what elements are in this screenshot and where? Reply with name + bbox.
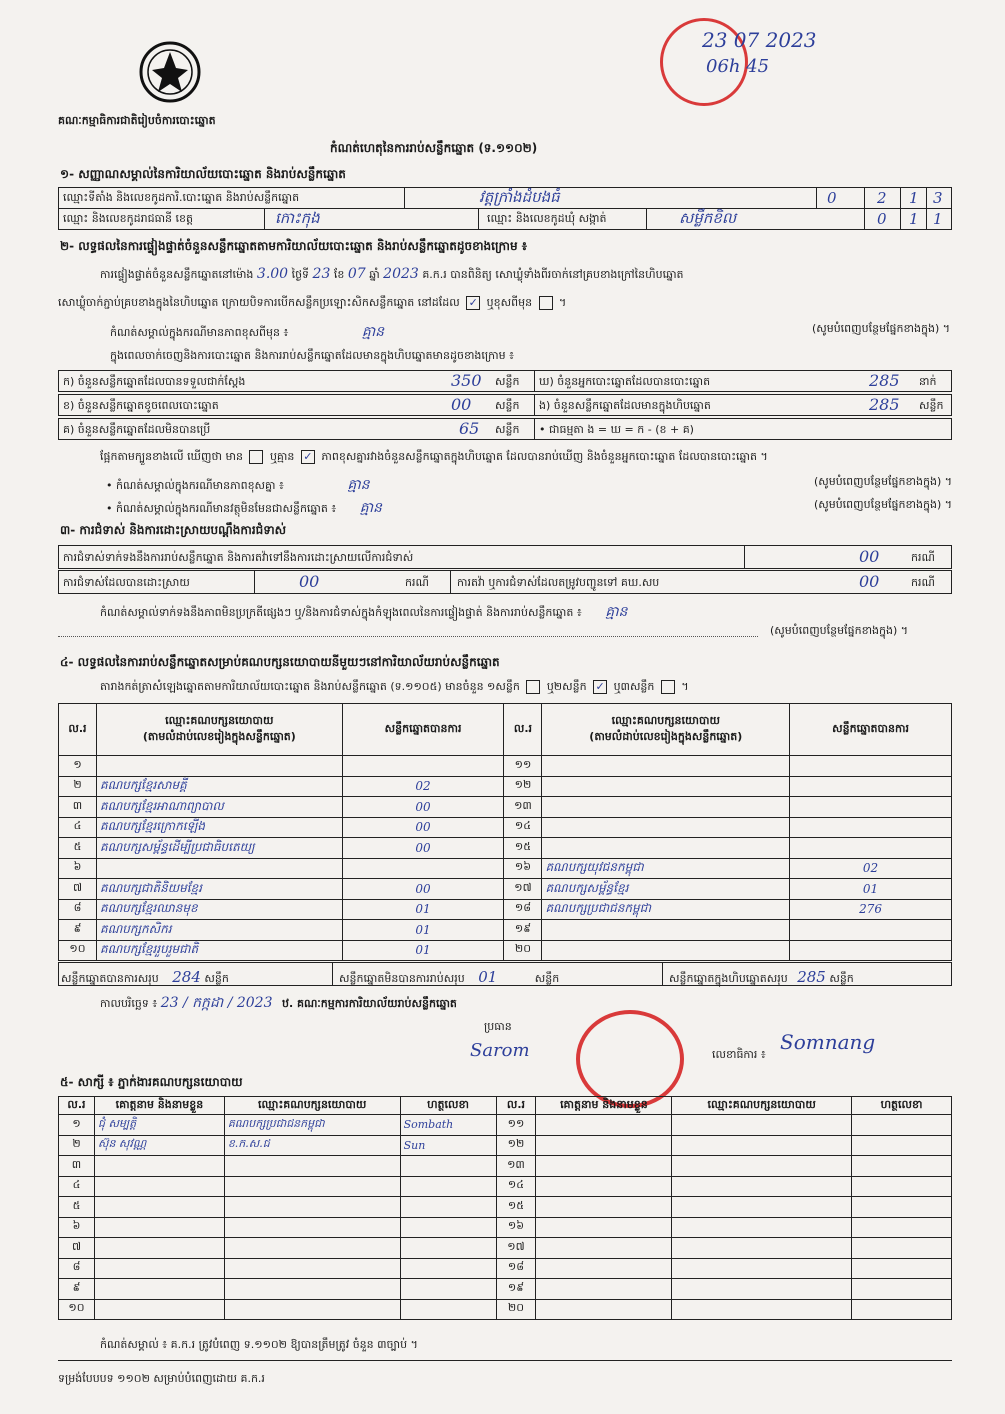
witness-party xyxy=(224,1217,400,1238)
difference-note: កំណត់សម្គាល់ក្នុងករណីមានភាពខុសពីមុន ៖ គ្មាន (សូមបំពេញបន្ថែមផ្នែកខាងក្នុង) ។ xyxy=(110,322,950,340)
party-name xyxy=(542,838,790,859)
irregularities-line xyxy=(58,624,758,637)
party-name: គណបក្សខ្មែរអាណាព្យាបាល xyxy=(96,797,342,818)
received-ballots: 350 xyxy=(451,371,482,390)
witness-party xyxy=(224,1279,400,1300)
unused-ballots: 65 xyxy=(459,419,480,438)
witness-name xyxy=(94,1217,224,1238)
witness-table: ល.រ គោត្តនាម និងនាមខ្លួន ឈ្មោះគណបក្សនយោបាយ ហត្ថលេខា ល.រ គោត្តនាម និងនាមខ្លួន ឈ្មោះគណបក្សនយោបាយ ហត្ថលេខា ១ ជុំ សម្បត្តិ គណបក្សប្រជាជនកម្ពុជា Sombath ១១ ២ ស៊ុន សុវណ្ណ ខ.ក.ស.ជ Sun ១២ ៣ ១៣ ៤ ១៤ ៥ ១៥ ៦ ១៦ ៧ ១៧ ៨ ១៨ ៩ ១៩ ១០ ២០ xyxy=(58,1096,952,1320)
row-number: ១៩ xyxy=(504,920,542,941)
footer-text: ទម្រង់បែបបទ ១១០២ សម្រាប់បំពេញដោយ គ.ក.រ xyxy=(58,1372,265,1385)
party-name: គណបក្សយុវជនកម្ពុជា xyxy=(542,858,790,879)
witness-name xyxy=(536,1115,672,1136)
party-name xyxy=(542,776,790,797)
counts-intro: ក្នុងពេលចាក់ចេញនិងការបោះឆ្នោត និងការរាប់សន្លឹកឆ្នោតដែលមានក្នុងហិបឆ្នោតមានដូចខាងក្រោម ៖ xyxy=(110,349,514,362)
witness-party xyxy=(224,1258,400,1279)
witness-signature xyxy=(852,1258,952,1279)
table-row xyxy=(59,756,952,777)
party-name xyxy=(542,797,790,818)
row-number: ៤ xyxy=(59,817,97,838)
row-number: ១១ xyxy=(496,1115,536,1136)
station-code-2: 1 xyxy=(909,189,919,207)
party-name: គណបក្សប្រជាជនកម្ពុជា xyxy=(542,899,790,920)
row-number: ៦ xyxy=(59,858,97,879)
table-row xyxy=(59,838,952,859)
witness-party xyxy=(224,1176,400,1197)
witness-signature: Sombath xyxy=(400,1115,496,1136)
section1-row2-label-b: ឈ្មោះ និងលេខកូដឃុំ សង្កាត់ xyxy=(487,212,607,225)
voters-count: 285 xyxy=(869,371,900,390)
party-name xyxy=(542,940,790,961)
two-sheets-checkbox[interactable]: ✓ xyxy=(593,680,607,694)
verification-day: 23 xyxy=(312,266,331,282)
one-sheet-checkbox[interactable] xyxy=(526,680,540,694)
party-votes xyxy=(790,940,952,961)
station-code-3: 3 xyxy=(933,189,943,207)
row-number: ១៥ xyxy=(504,838,542,859)
witness-party: គណបក្សប្រជាជនកម្ពុជា xyxy=(224,1115,400,1136)
office-seal xyxy=(576,1010,684,1108)
total-in-box: 285 xyxy=(797,968,826,986)
no-difference-checkbox[interactable]: ✓ xyxy=(301,450,315,464)
complaints-row2: ការជំទាស់ដែលបានដោះស្រាយ 00 ករណី ការតវ៉ា ឬការជំទាស់ដែលតម្រូវបញ្ជូនទៅ គឃ.សប 00 ករណី xyxy=(58,570,952,594)
forwarded-count: 00 xyxy=(859,572,880,591)
row-number: ១៤ xyxy=(504,817,542,838)
witness-party xyxy=(224,1197,400,1218)
witness-signature xyxy=(400,1156,496,1177)
row-number: ៧ xyxy=(59,1238,95,1259)
footnote: កំណត់សម្គាល់ ៖ គ.ក.រ ត្រូវបំពេញ ទ.១១០២ ឱ្យបានត្រឹមត្រូវ ចំនួន ៣ច្បាប់ ។ xyxy=(100,1338,418,1351)
chair-signature: Sarom xyxy=(470,1040,530,1061)
witness-name xyxy=(536,1197,672,1218)
row-number: ២ xyxy=(59,776,97,797)
witness-party xyxy=(224,1156,400,1177)
results-table: ល.រ ឈ្មោះគណបក្សនយោបាយ (តាមលំដាប់លេខរៀងក្នុងសន្លឹកឆ្នោត) សន្លឹកឆ្នោតបានការ ល.រ ឈ្មោះគណបក្សនយោបាយ (តាមលំដាប់លេខរៀងក្នុងសន្លឹកឆ្នោត) សន្លឹកឆ្នោតបានការ ១ ១១ ២ គណបក្សខ្មែរសាមគ្គី 02 ១២ ៣ គណបក្សខ្មែរអាណាព្យាបាល 00 ១៣ ៤ គណបក្សខ្មែរក្រោកឡើង 00 ១៤ ៥ គណបក្សសម្ព័ន្ធដើម្បីប្រជាធិបតេយ្យ 00 ១៥ ៦ ១៦ គណបក្សយុវជនកម្ពុជា 02 ៧ គណបក្សជាតិនិយមខ្មែរ 00 ១៧ គណបក្សសម្ព័ន្ធខ្មែរ 01 ៨ គណបក្សខ្មែរឈានមុខ 01 ១៨ គណបក្សប្រជាជនកម្ពុជា 276 ៩ គណបក្សកសិករ 01 ១៩ ១០ គណបក្សខ្មែររួបរួមជាតិ 01 ២០ xyxy=(58,703,952,961)
witness-party xyxy=(672,1217,852,1238)
verification-month: 07 xyxy=(347,266,366,282)
witness-party xyxy=(224,1238,400,1259)
party-votes xyxy=(342,756,504,777)
party-votes: 01 xyxy=(342,920,504,941)
witness-signature xyxy=(852,1299,952,1320)
commune-code-0: 0 xyxy=(877,210,887,228)
counts-row-ka: ក) ចំនួនសន្លឹកឆ្នោតដែលបានទទួលជាក់ស្តែង 350 សន្លឹក ឃ) ចំនួនអ្នកបោះឆ្នោតដែលបានបោះឆ្នោត 285 នាក់ xyxy=(58,370,952,392)
table-row xyxy=(59,797,952,818)
witness-signature xyxy=(400,1258,496,1279)
section4-title: ៤- លទ្ធផលនៃការរាប់សន្លឹកឆ្នោតសម្រាប់គណបក្សនយោបាយនីមួយៗនៅការិយាល័យរាប់សន្លឹកឆ្នោត xyxy=(60,655,500,669)
party-name: គណបក្សខ្មែរឈានមុខ xyxy=(96,899,342,920)
section2-title: ២- លទ្ធផលនៃការផ្ទៀងផ្ទាត់ចំនួនសន្លឹកឆ្នោតតាមការិយាល័យបោះឆ្នោត និងរាប់សន្លឹកឆ្នោតដូចខាងក្រោម ៖ xyxy=(60,239,528,253)
row-number: ៨ xyxy=(59,899,97,920)
ballots-in-box: 285 xyxy=(869,395,900,414)
tally-sheets-line: តារាងកត់ត្រាសំឡេងឆ្នោតតាមការិយាល័យបោះឆ្នោត និងរាប់សន្លឹកឆ្នោត (ទ.១១០៥) មានចំនួន ១សន្លឹក ឬ២សន្លឹក ✓ ឬ៣សន្លឹក ។ xyxy=(100,680,689,693)
party-votes: 276 xyxy=(790,899,952,920)
verification-year: 2023 xyxy=(383,266,419,282)
witness-party xyxy=(672,1299,852,1320)
party-name: គណបក្សខ្មែររួបរួមជាតិ xyxy=(96,940,342,961)
secretary-signature: Somnang xyxy=(780,1030,876,1054)
signing-date: កាលបរិច្ឆេទ ៖ 23 / កក្កដា / 2023 ឋ. គណៈកម្មការការិយាល័យរាប់សន្លឹកឆ្នោត xyxy=(100,995,457,1011)
witness-party xyxy=(672,1258,852,1279)
row-number: ២០ xyxy=(504,940,542,961)
table-row xyxy=(59,1258,952,1279)
chair-label: ប្រធាន xyxy=(484,1020,512,1033)
party-votes: 00 xyxy=(342,797,504,818)
witness-signature xyxy=(852,1238,952,1259)
complaints-count: 00 xyxy=(859,547,880,566)
party-votes xyxy=(790,920,952,941)
same-checkbox[interactable]: ✓ xyxy=(466,296,480,310)
table-row xyxy=(59,920,952,941)
witness-signature: Sun xyxy=(400,1135,496,1156)
party-name: គណបក្សកសិករ xyxy=(96,920,342,941)
table-row xyxy=(59,940,952,961)
complaints-row1: ការជំទាស់ទាក់ទងនឹងការរាប់សន្លឹកឆ្នោត និងការតវ៉ាទៅនឹងការដោះស្រាយលើការជំទាស់ 00 ករណី xyxy=(58,545,952,569)
party-name xyxy=(96,756,342,777)
witness-signature xyxy=(852,1115,952,1136)
footer-divider xyxy=(58,1360,952,1361)
witness-name xyxy=(94,1156,224,1177)
witness-party xyxy=(672,1115,852,1136)
witness-party xyxy=(672,1135,852,1156)
party-name: គណបក្សខ្មែរសាមគ្គី xyxy=(96,776,342,797)
emblem-icon xyxy=(138,40,202,104)
counts-row-ko: គ) ចំនួនសន្លឹកឆ្នោតដែលមិនបានប្រើ 65 សន្លឹក • ជាធម្មតា ង = ឃ = ក - (ខ + គ) xyxy=(58,418,952,440)
witness-name xyxy=(536,1238,672,1259)
witness-name: ស៊ុន សុវណ្ណ xyxy=(94,1135,224,1156)
witness-name xyxy=(536,1156,672,1177)
witness-signature xyxy=(400,1197,496,1218)
committee-name: គណៈកម្មាធិការជាតិរៀបចំការបោះឆ្នោត xyxy=(58,114,216,127)
party-votes: 02 xyxy=(790,858,952,879)
witness-party xyxy=(672,1176,852,1197)
row-number: ២០ xyxy=(496,1299,536,1320)
party-votes xyxy=(790,797,952,818)
witness-name xyxy=(536,1217,672,1238)
party-votes: 00 xyxy=(342,838,504,859)
witness-party xyxy=(672,1156,852,1177)
witness-signature xyxy=(400,1279,496,1300)
row-number: ១៩ xyxy=(496,1279,536,1300)
stamp-date: 23 07 2023 xyxy=(702,28,817,52)
witness-signature xyxy=(852,1279,952,1300)
table-row xyxy=(59,1279,952,1300)
party-votes: 02 xyxy=(342,776,504,797)
section1-title: ១- សញ្ញាណសម្គាល់នៃការិយាល័យបោះឆ្នោត និងរាប់សន្លឹកឆ្នោត xyxy=(60,167,346,181)
has-difference-checkbox[interactable] xyxy=(249,450,263,464)
row-number: ១៧ xyxy=(496,1238,536,1259)
witness-name xyxy=(536,1176,672,1197)
party-votes: 01 xyxy=(342,899,504,920)
row-number: ១៣ xyxy=(504,797,542,818)
witness-name xyxy=(94,1197,224,1218)
party-votes xyxy=(790,817,952,838)
row-number: ៣ xyxy=(59,797,97,818)
witness-signature xyxy=(852,1156,952,1177)
witness-name xyxy=(536,1258,672,1279)
stamp-time: 06h 45 xyxy=(706,56,770,77)
witness-name xyxy=(94,1176,224,1197)
table-row xyxy=(59,817,952,838)
party-votes: 00 xyxy=(342,817,504,838)
witness-party xyxy=(224,1299,400,1320)
formula: • ជាធម្មតា ង = ឃ = ក - (ខ + គ) xyxy=(539,423,694,436)
totals-row: សន្លឹកឆ្នោតបានការសរុប 284 សន្លឹក សន្លឹកឆ្នោតមិនបានការរាប់សរុប 01 សន្លឹក សន្លឹកឆ្នោតក្នុងហិបឆ្នោតសរុប 285 សន្លឹក xyxy=(58,962,952,986)
table-row xyxy=(59,1156,952,1177)
row-number: ៨ xyxy=(59,1258,95,1279)
row-number: ១៥ xyxy=(496,1197,536,1218)
party-votes: 01 xyxy=(342,940,504,961)
difference-note-value: គ្មាន xyxy=(361,324,385,340)
row-number: ១៨ xyxy=(496,1258,536,1279)
row-number: ៥ xyxy=(59,838,97,859)
witness-name xyxy=(536,1279,672,1300)
witness-signature xyxy=(852,1217,952,1238)
verification-line2: សោឃ្លុំចាក់ភ្ជាប់គ្របខាងក្នុងនៃហិបឆ្នោត ក្រោយបិទការបើកសន្លឹកប្រឡោះសិកសន្លឹកឆ្នោត នៅដដែល ✓ ឬខុសពីមុន ។ xyxy=(58,296,567,309)
three-sheets-checkbox[interactable] xyxy=(661,680,675,694)
row-number: ១០ xyxy=(59,940,97,961)
section1-row2-label: ឈ្មោះ និងលេខកូដរាជធានី ខេត្ត xyxy=(63,212,193,225)
commune-code-1: 1 xyxy=(909,210,919,228)
table-row xyxy=(59,1135,952,1156)
witness-name xyxy=(94,1299,224,1320)
table-row xyxy=(59,899,952,920)
comparison-line: ផ្អែកតាមក្បួនខាងលើ ឃើញថា មាន ឬគ្មាន ✓ ភាពខុសគ្នារវាងចំនួនសន្លឹកឆ្នោតក្នុងហិបឆ្នោត ដែលបានរាប់ឃើញ និងចំនួនអ្នកបោះឆ្នោត ដែលបានបោះឆ្នោត ។ xyxy=(100,450,768,463)
table-row xyxy=(59,858,952,879)
party-votes: 00 xyxy=(342,879,504,900)
party-name: គណបក្សខ្មែរក្រោកឡើង xyxy=(96,817,342,838)
table-row xyxy=(59,1238,952,1259)
row-number: ៤ xyxy=(59,1176,95,1197)
row-number: ៣ xyxy=(59,1156,95,1177)
table-row xyxy=(59,1115,952,1136)
witness-signature xyxy=(400,1238,496,1259)
form-title: កំណត់ហេតុនៃការរាប់សន្លឹកឆ្នោត (ទ.១១០២) xyxy=(330,141,538,155)
row-number: ១៧ xyxy=(504,879,542,900)
table-row xyxy=(59,1217,952,1238)
party-votes xyxy=(790,756,952,777)
witness-party xyxy=(672,1279,852,1300)
section1-row1-label: ឈ្មោះទីតាំង និងលេខកូដការិ.បោះឆ្នោត និងរាប់សន្លឹកឆ្នោត xyxy=(63,191,300,204)
row-number: ១ xyxy=(59,756,97,777)
irregularities-suffix: (សូមបំពេញបន្ថែមផ្នែកខាងក្នុង) ។ xyxy=(770,624,909,637)
table-row xyxy=(59,776,952,797)
table-row xyxy=(59,1176,952,1197)
irregularities-note: កំណត់សម្គាល់ទាក់ទងនឹងភាពមិនប្រក្រតីផ្សេងៗ ឬ/និងការជំទាស់ក្នុងកំឡុងពេលនៃការផ្ទៀងផ្ទាត់ និងការរាប់សន្លឹកឆ្នោត ៖ គ្មាន xyxy=(100,604,628,620)
witness-name xyxy=(536,1299,672,1320)
section5-title: ៥- សាក្សី ៖ ភ្នាក់ងារគណបក្សនយោបាយ xyxy=(60,1075,243,1089)
row-number: ៦ xyxy=(59,1217,95,1238)
row-number: ១២ xyxy=(504,776,542,797)
table-row xyxy=(59,1299,952,1320)
witness-party xyxy=(672,1238,852,1259)
table-row xyxy=(59,879,952,900)
row-number: ១៣ xyxy=(496,1156,536,1177)
row-number: ១៦ xyxy=(496,1217,536,1238)
witness-name: ជុំ សម្បត្តិ xyxy=(94,1115,224,1136)
section3-title: ៣- ការជំទាស់ និងការដោះស្រាយបណ្តឹងការជំទាស់ xyxy=(60,523,287,537)
party-name xyxy=(96,858,342,879)
row-number: ៩ xyxy=(59,920,97,941)
spoiled-ballots: 00 xyxy=(451,395,472,414)
party-votes xyxy=(342,858,504,879)
diff-note1: • កំណត់សម្គាល់ក្នុងករណីមានភាពខុសគ្នា ៖ គ្មាន (សូមបំពេញបន្ថែមផ្នែកខាងក្នុង) ។ xyxy=(106,475,952,493)
station-code-0: 0 xyxy=(827,189,837,207)
row-number: ៩ xyxy=(59,1279,95,1300)
witness-name xyxy=(94,1258,224,1279)
signing-date-value: 23 / កក្កដា / 2023 xyxy=(160,995,273,1011)
table-row xyxy=(59,1197,952,1218)
resolved-count: 00 xyxy=(299,572,320,591)
province-name: កោះកុង xyxy=(275,209,320,227)
diff-note2: • កំណត់សម្គាល់ក្នុងករណីមានវត្ថុមិនមែនជាសន្លឹកឆ្នោត ៖ គ្មាន (សូមបំពេញបន្ថែមផ្នែកខាងក្នុង) ។ xyxy=(106,498,952,516)
party-votes xyxy=(790,776,952,797)
witness-signature xyxy=(852,1135,952,1156)
witness-signature xyxy=(852,1197,952,1218)
witness-name xyxy=(94,1238,224,1259)
row-number: ១២ xyxy=(496,1135,536,1156)
witness-name xyxy=(94,1279,224,1300)
party-name: គណបក្សជាតិនិយមខ្មែរ xyxy=(96,879,342,900)
party-name xyxy=(542,817,790,838)
section1-row1 xyxy=(58,187,952,209)
section1-row2 xyxy=(58,208,952,230)
witness-signature xyxy=(400,1299,496,1320)
row-number: ១១ xyxy=(504,756,542,777)
total-invalid: 01 xyxy=(478,968,498,986)
row-number: ១៤ xyxy=(496,1176,536,1197)
row-number: ១០ xyxy=(59,1299,95,1320)
party-votes: 01 xyxy=(790,879,952,900)
row-number: ១៦ xyxy=(504,858,542,879)
witness-name xyxy=(536,1135,672,1156)
row-number: ១៨ xyxy=(504,899,542,920)
row-number: ៥ xyxy=(59,1197,95,1218)
party-name: គណបក្សសម្ព័ន្ធដើម្បីប្រជាធិបតេយ្យ xyxy=(96,838,342,859)
witness-signature xyxy=(400,1176,496,1197)
commune-code-2: 1 xyxy=(933,210,943,228)
witness-signature xyxy=(400,1217,496,1238)
different-checkbox[interactable] xyxy=(539,296,553,310)
counts-row-kha: ខ) ចំនួនសន្លឹកឆ្នោតខូចពេលបោះឆ្នោត 00 សន្លឹក ង) ចំនួនសន្លឹកឆ្នោតដែលមានក្នុងហិបឆ្នោត 285 សន្លឹក xyxy=(58,394,952,416)
row-number: ៧ xyxy=(59,879,97,900)
polling-station-name: វត្តក្រាំងដំបងធំ xyxy=(479,188,560,206)
witness-signature xyxy=(852,1176,952,1197)
row-number: ២ xyxy=(59,1135,95,1156)
verification-time: 3.00 xyxy=(256,266,289,282)
witness-party xyxy=(672,1197,852,1218)
party-name xyxy=(542,920,790,941)
station-code-1: 2 xyxy=(877,189,887,207)
secretary-label: លេខាធិការ ៖ xyxy=(712,1048,766,1061)
commune-name: សម្លឹកខិល xyxy=(679,209,737,227)
party-name xyxy=(542,756,790,777)
total-valid: 284 xyxy=(172,968,201,986)
party-name: គណបក្សសម្ព័ន្ធខ្មែរ xyxy=(542,879,790,900)
witness-party: ខ.ក.ស.ជ xyxy=(224,1135,400,1156)
verification-line1: ការផ្ទៀងផ្ទាត់ចំនួនសន្លឹកឆ្នោតនៅម៉ោង 3.00 ថ្ងៃទី 23 ខែ 07 ឆ្នាំ 2023 គ.ក.រ បានពិនិត្យ សោឃ្លុំទាំងពីរចាក់នៅគ្របខាងក្រៅនៃហិបឆ្នោត xyxy=(100,266,684,282)
row-number: ១ xyxy=(59,1115,95,1136)
party-votes xyxy=(790,838,952,859)
